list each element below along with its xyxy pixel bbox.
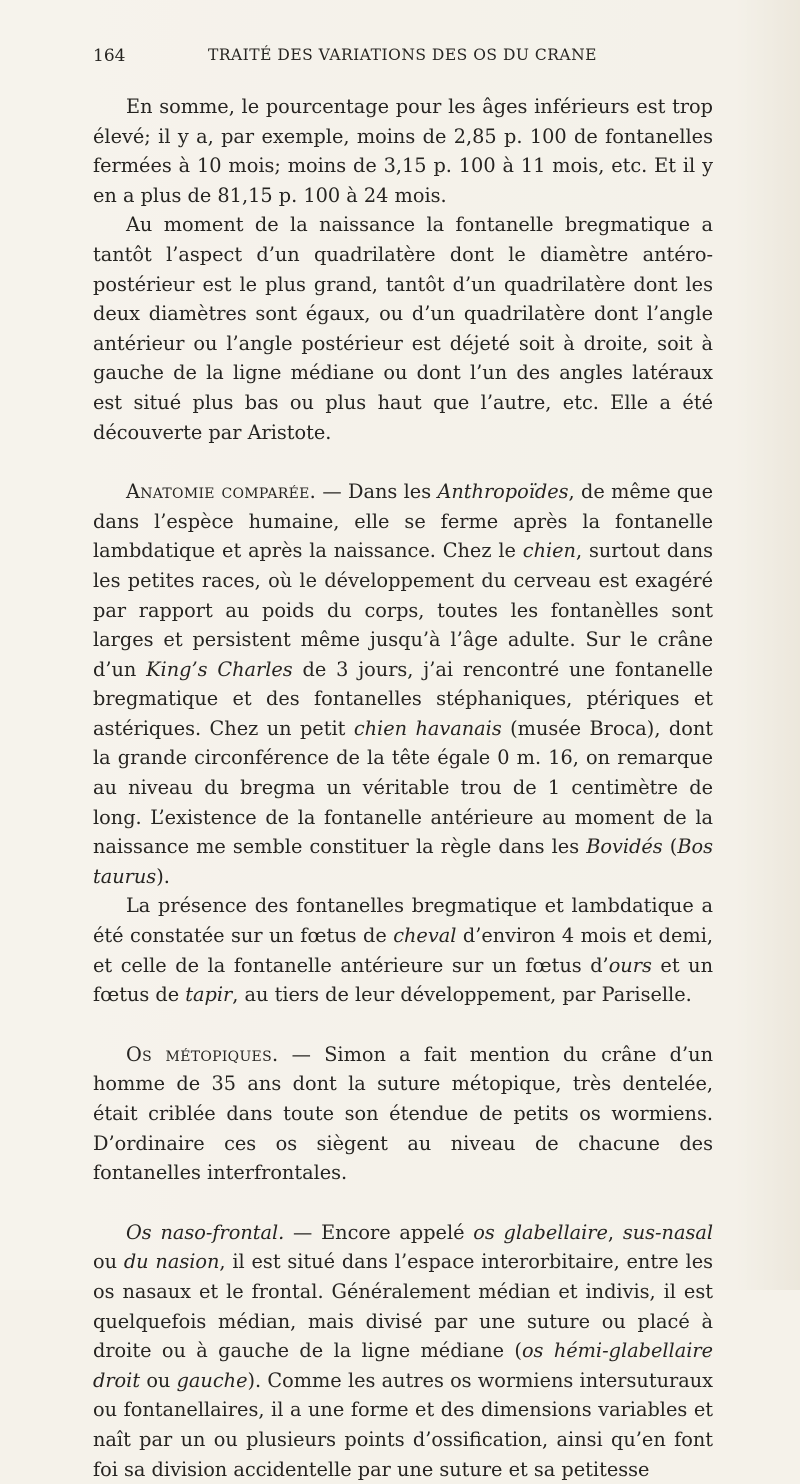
text-run: , au tiers de leur développement, par Pariselle. [232, 983, 692, 1007]
text-run: ). [156, 864, 170, 888]
italic-run: cheval [393, 924, 457, 948]
paragraph-text: En somme, le pourcentage pour les âges inférieurs est trop élevé; il y a, par exemple, moins de 2,85 p. 100 de fontanelles fermées à 10 mois; moins de 3,15 p. 100 à 11 mois, etc. Et il y en a plus de 81,15 p. 100 à 24 mois. [93, 95, 713, 207]
italic-run: Bovidés [586, 835, 663, 859]
italic-run: sus-nasal [622, 1220, 714, 1244]
section-heading: Anatomie comparée. [126, 480, 317, 504]
text-run: (musée Broca), dont la grande circonférence de la tête égale 0 m. 16, on remarque au niveau du bregma un véritable trou de 1 centimètre de long. L’existence de la fontanelle antérieure au moment de la naissance me semble constituer la règle dans les [93, 716, 713, 859]
italic-run: ours [608, 953, 652, 977]
text-run: , surtout dans les petites races, où le développement du cerveau est exagéré par rapport au poids du corps, toutes les fontanèlles sont larges et persistent même jusqu’à l’âge adulte. Sur le crâne d’un [93, 539, 714, 681]
section-heading: Os naso-frontal. [126, 1220, 285, 1244]
text-run: , il est situé dans l’espace interorbitaire, entre les os nasaux et le frontal. Généralement médian et indivis, il est quelquefois médian, mais divisé par une suture ou placé à droite ou à gauche de la ligne médiane ( [93, 1250, 714, 1363]
italic-run: du nasion [123, 1250, 220, 1274]
running-title: TRAITÉ DES VARIATIONS DES OS DU CRANE [207, 46, 597, 64]
italic-run: King’s Charles [146, 657, 293, 681]
text-run: ou [93, 1250, 124, 1274]
italic-run: gauche [176, 1368, 248, 1392]
paragraph-naso-frontal [93, 1218, 713, 1484]
italic-run: Bos taurus [93, 835, 713, 888]
section-heading: Os métopiques. [126, 1042, 279, 1066]
italic-run: chien havanais [353, 716, 502, 740]
italic-run: os glabellaire [473, 1220, 608, 1244]
text-run: — Dans les [316, 480, 438, 504]
italic-run: chien [522, 539, 576, 563]
text-run: de 3 jours, j’ai rencontré une fontanelle bregmatique et des fontanelles stéphaniques, ptériques et astériques. Chez un petit [93, 657, 713, 740]
page-number: 164 [93, 46, 126, 66]
paragraph-metopic-bones [93, 1040, 713, 1188]
text-run: — Encore appelé [284, 1220, 474, 1244]
paragraph-fetus-observations [93, 891, 713, 1009]
paragraph-percentages [93, 92, 713, 210]
body-text [93, 92, 713, 1484]
text-run: , de même que dans l’espèce humaine, elle se ferme après la fontanelle lambdatique et après la naissance. Chez le [93, 480, 714, 563]
paragraph-bregmatic-shape [93, 210, 713, 447]
text-run: d’environ 4 mois et demi, et celle de la fontanelle antérieure sur un fœtus d’ [93, 924, 713, 977]
text-run: ( [662, 835, 678, 859]
text-run: , [607, 1220, 623, 1244]
italic-run: Anthropoïdes [437, 480, 569, 504]
italic-run: tapir [185, 983, 233, 1007]
paragraph-text: Au moment de la naissance la fontanelle bregmatique a tantôt l’aspect d’un quadrilatère dont le diamètre antéro-postérieur est le plus grand, tantôt d’un quadrilatère dont les deux diamètres sont égaux, ou d’un quadrilatère dont l’angle antérieur ou l’angle postérieur est déjeté soit à droite, soit à gauche de la ligne médiane ou dont l’un des angles latéraux est situé plus bas ou plus haut que l’autre, etc. Elle a été découverte par Aristote. [93, 213, 713, 444]
text-run: ou [140, 1368, 177, 1392]
text-run: et un fœtus de [93, 953, 713, 1007]
italic-run: os hémi-glabellaire droit [93, 1339, 713, 1392]
running-head [93, 42, 712, 70]
text-run: La présence des fontanelles bregmatique et lambdatique a été constatée sur un fœtus de [93, 894, 713, 948]
paragraph-comparative-anatomy [93, 477, 713, 891]
text-run: — Simon a fait mention du crâne d’un homme de 35 ans dont la suture métopique, très dentelée, était criblée dans toute son étendue de petits os wormiens. D’ordinaire ces os siègent au niveau de chacune des fontanelles interfrontales. [93, 1042, 713, 1185]
text-run: ). Comme les autres os wormiens intersuturaux ou fontanellaires, il a une forme et des dimensions variables et naît par un ou plusieurs points d’ossification, ainsi qu’en font foi sa division accidentelle par une suture et sa petitesse [93, 1368, 713, 1481]
